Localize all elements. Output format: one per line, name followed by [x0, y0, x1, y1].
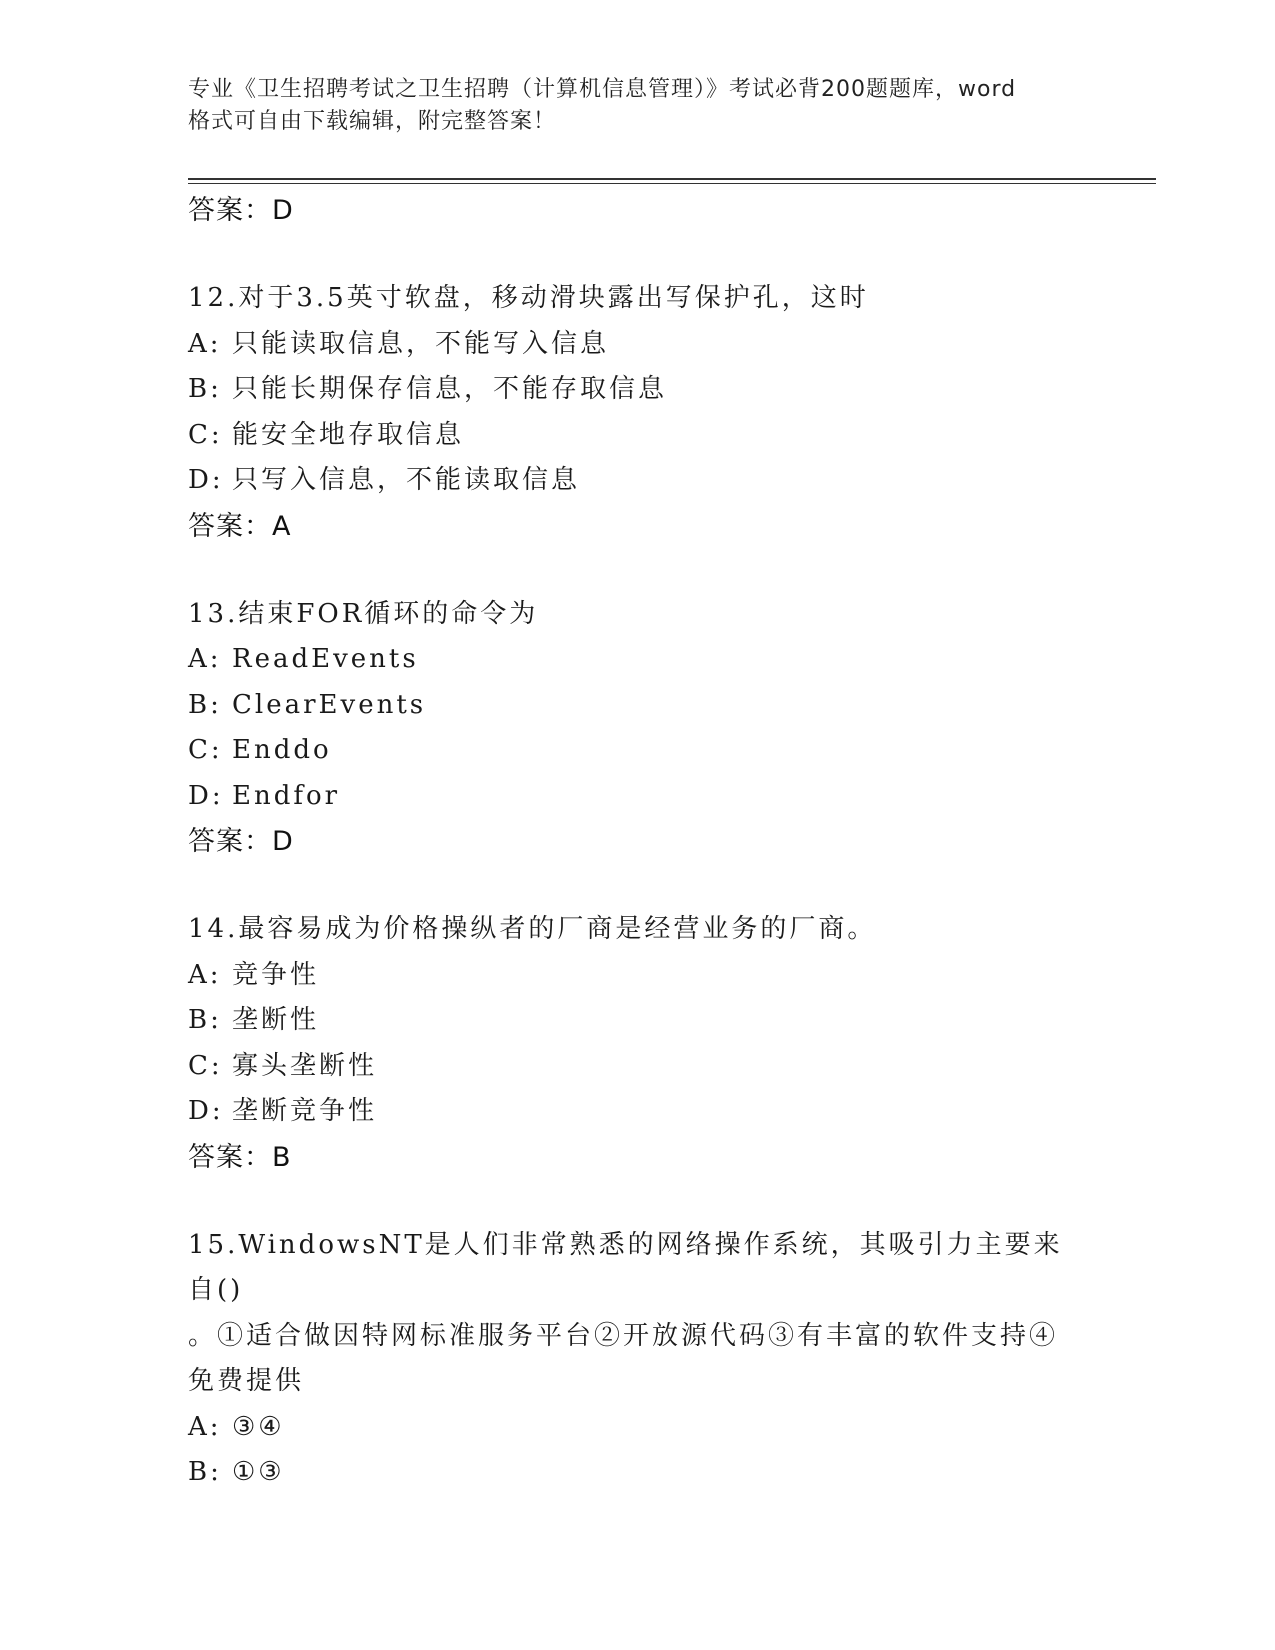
- question-stem-line-2: 。①适合做因特网标准服务平台②开放源代码③有丰富的软件支持④: [188, 1320, 1059, 1351]
- option-letter: A:: [188, 959, 222, 990]
- option-letter: C:: [188, 735, 223, 765]
- document-body: [188, 188, 1088, 1496]
- option-text: 垄断竞争性: [232, 1096, 378, 1126]
- document-header: [188, 74, 1088, 138]
- option-letter: D:: [188, 465, 224, 495]
- option-text: 能安全地存取信息: [232, 419, 465, 450]
- option-a: [188, 322, 1088, 368]
- option-text: 竞争性: [232, 959, 320, 990]
- option-letter: B:: [188, 689, 222, 720]
- header-line-1: 专业《卫生招聘考试之卫生招聘（计算机信息管理）》考试必背200题题库，word: [188, 77, 1017, 102]
- option-text: 只能读取信息，不能写入信息: [232, 328, 610, 359]
- option-c: [188, 413, 1088, 459]
- answer-line: 答案：D: [188, 826, 294, 857]
- question-12: [188, 276, 1088, 550]
- option-b: [188, 1450, 1088, 1496]
- option-text: ①③: [232, 1457, 285, 1487]
- option-b: [188, 683, 1088, 729]
- question-stem: 13.结束FOR循环的命令为: [188, 598, 539, 629]
- option-text: ClearEvents: [232, 689, 427, 720]
- option-text: 寡头垄断性: [232, 1050, 378, 1081]
- question-stem-line-1: 15.WindowsNT是人们非常熟悉的网络操作系统，其吸引力主要来自(): [188, 1229, 1063, 1305]
- option-c: [188, 728, 1088, 774]
- option-b: [188, 367, 1088, 413]
- option-d: [188, 458, 1088, 504]
- option-letter: B:: [188, 374, 222, 404]
- option-d: [188, 1089, 1088, 1135]
- question-15: [188, 1223, 1088, 1496]
- question-13: [188, 592, 1088, 866]
- answer-line: 答案：A: [188, 510, 292, 542]
- question-14: [188, 907, 1088, 1181]
- option-c: [188, 1044, 1088, 1090]
- option-letter: D:: [188, 780, 224, 811]
- option-letter: D:: [188, 1096, 224, 1126]
- header-line-2: 格式可自由下载编辑，附完整答案！: [188, 109, 557, 134]
- option-b: [188, 998, 1088, 1044]
- option-text: 只能长期保存信息，不能存取信息: [232, 374, 668, 404]
- option-text: 只写入信息，不能读取信息: [232, 465, 581, 495]
- question-stem: 14.最容易成为价格操纵者的厂商是经营业务的厂商。: [188, 914, 877, 944]
- option-letter: C:: [188, 419, 223, 450]
- question-stem-line-3: 免费提供: [188, 1366, 305, 1396]
- option-letter: A:: [188, 644, 222, 674]
- option-a: [188, 953, 1088, 999]
- answer-line: 答案：D: [188, 195, 294, 226]
- option-text: Endfor: [232, 780, 341, 811]
- option-text: Enddo: [232, 735, 332, 765]
- option-a: [188, 637, 1088, 683]
- option-letter: C:: [188, 1050, 223, 1081]
- option-letter: B:: [188, 1457, 222, 1487]
- option-d: [188, 774, 1088, 820]
- option-text: ③④: [232, 1411, 285, 1442]
- header-rule-thick: [188, 178, 1156, 180]
- option-text: 垄断性: [232, 1005, 320, 1035]
- option-text: ReadEvents: [232, 644, 419, 674]
- option-letter: A:: [188, 1411, 222, 1442]
- header-rule-thin: [188, 183, 1156, 184]
- option-a: [188, 1405, 1088, 1451]
- answer-line: 答案：B: [188, 1141, 292, 1173]
- question-stem: 12.对于3.5英寸软盘，移动滑块露出写保护孔，这时: [188, 283, 869, 313]
- option-letter: A:: [188, 328, 222, 359]
- option-letter: B:: [188, 1005, 222, 1035]
